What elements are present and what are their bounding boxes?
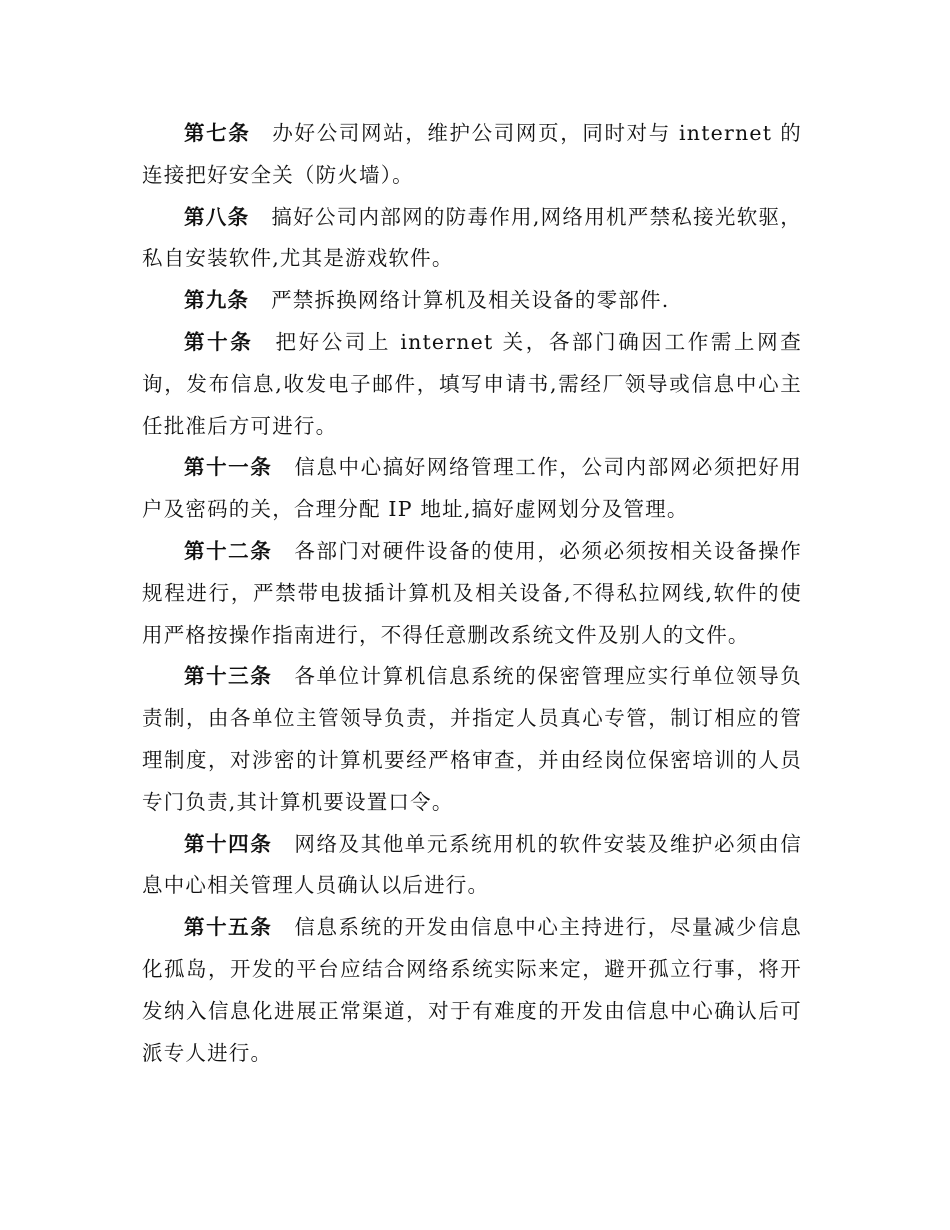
article-text: 信息中心搞好网络管理工作，公司内部网必须把好用户及密码的关，合理分配 IP 地址,搞好虚网划分及管理。 [142, 455, 802, 522]
article-9 [142, 280, 802, 322]
article-text: 网络及其他单元系统用机的软件安装及维护必须由信息中心相关管理人员确认以后进行。 [142, 831, 802, 898]
article-11 [142, 447, 802, 531]
article-label: 第十三条 [184, 664, 273, 689]
article-label: 第十四条 [184, 831, 273, 856]
article-label: 第十条 [184, 329, 254, 354]
article-label: 第九条 [184, 288, 250, 313]
article-text: 把好公司上 internet 关，各部门确因工作需上网查询，发布信息,收发电子邮件，填写申请书,需经厂领导或信息中心主任批准后方可进行。 [142, 329, 802, 438]
article-7 [142, 113, 802, 197]
article-13 [142, 656, 802, 823]
article-text: 搞好公司内部网的防毒作用,网络用机严禁私接光软驱，私自安装软件,尤其是游戏软件。 [142, 204, 803, 271]
article-text: 信息系统的开发由信息中心主持进行，尽量减少信息化孤岛，开发的平台应结合网络系统实际来定，避开孤立行事，将开发纳入信息化进展正常渠道，对于有难度的开发由信息中心确认后可派专人进行。 [142, 915, 802, 1065]
article-text: 严禁拆换网络计算机及相关设备的零部件. [271, 288, 670, 313]
article-12 [142, 531, 802, 656]
article-text: 各单位计算机信息系统的保密管理应实行单位领导负责制，由各单位主管领导负责，并指定人员真心专管，制订相应的管理制度，对涉密的计算机要经严格审查，并由经岗位保密培训的人员专门负责,其计算机要设置口令。 [142, 664, 802, 814]
article-label: 第十一条 [184, 455, 273, 480]
article-label: 第八条 [184, 204, 250, 229]
article-10 [142, 322, 802, 447]
article-15 [142, 907, 802, 1074]
article-8 [142, 197, 802, 281]
article-text: 各部门对硬件设备的使用，必须必须按相关设备操作规程进行，严禁带电拔插计算机及相关设备,不得私拉网线,软件的使用严格按操作指南进行，不得任意删改系统文件及别人的文件。 [142, 538, 802, 647]
article-label: 第十二条 [184, 538, 273, 563]
article-label: 第十五条 [184, 915, 273, 940]
document-page [142, 113, 802, 1074]
article-label: 第七条 [184, 121, 251, 145]
article-14 [142, 824, 802, 908]
article-text: 办好公司网站，维护公司网页，同时对与 internet 的连接把好安全关（防火墙）。 [142, 121, 802, 187]
